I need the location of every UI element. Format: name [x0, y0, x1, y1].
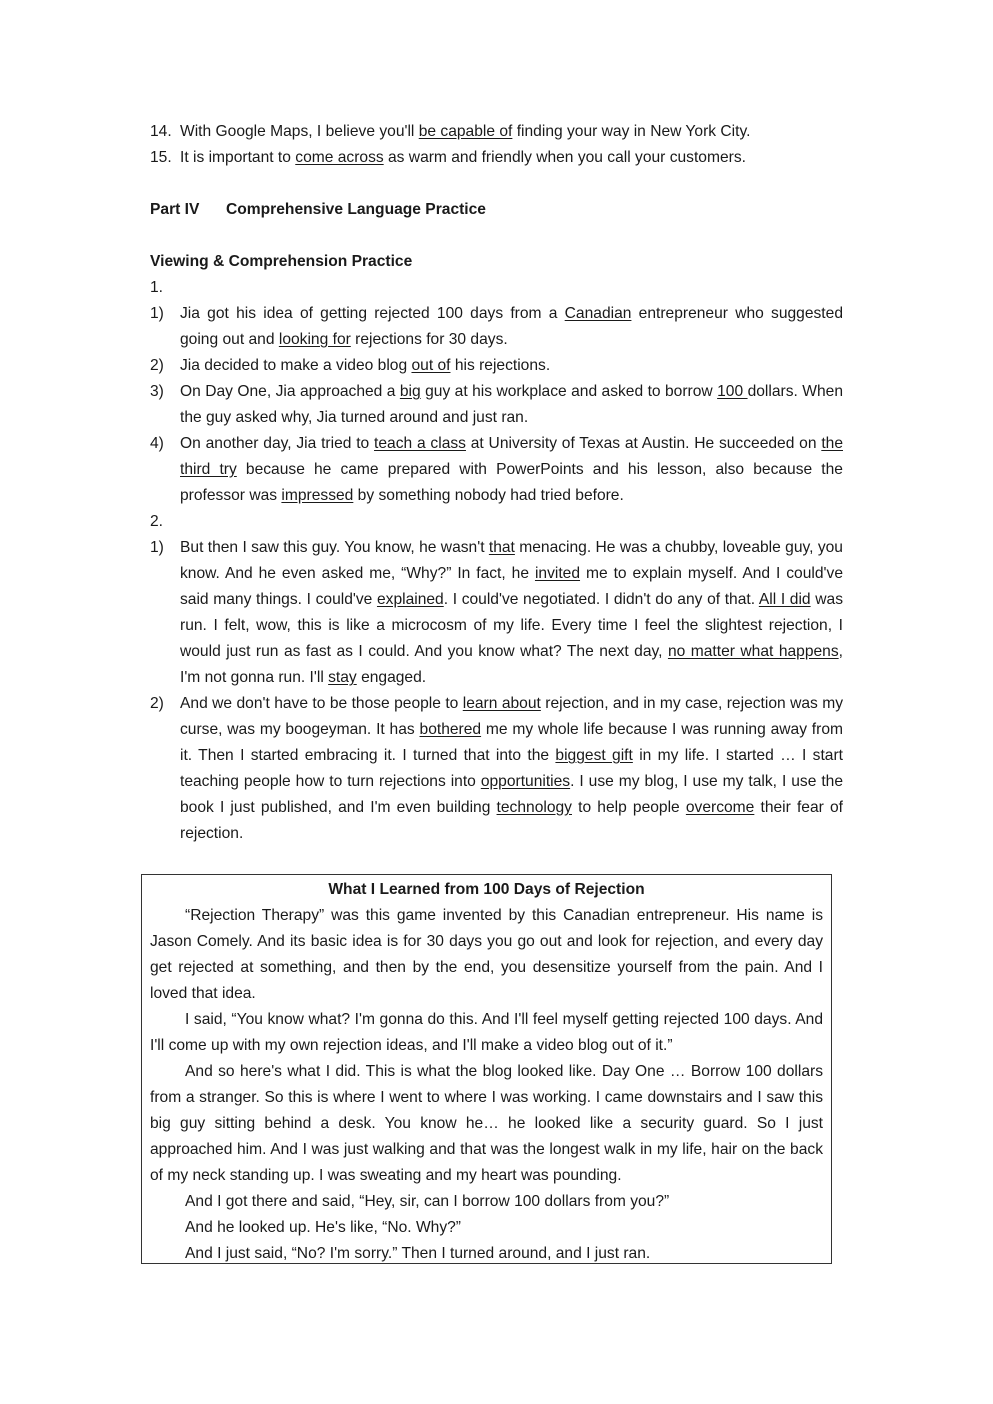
- item-number: 2): [150, 357, 164, 374]
- list-item: [150, 145, 843, 171]
- question-2-items: [150, 535, 843, 847]
- text-segment: finding your way in New York City.: [512, 123, 751, 140]
- transcript-paragraph: “Rejection Therapy” was this game invented by this Canadian entrepreneur. His name is Jason Comely. And its basic idea is for 30 days you go out and look for rejection, and every day get rejected at something, and then by the end, you desensitize yourself from the pain. And I loved that idea.: [150, 907, 823, 1002]
- answer-text: looking for: [278, 331, 351, 348]
- answer-text: out of: [411, 357, 451, 374]
- text-segment: entrepreneur who suggested going out and: [180, 305, 843, 348]
- answer-text: learn about: [462, 695, 541, 712]
- question-label: 2.: [150, 513, 164, 530]
- item-text: [180, 353, 843, 379]
- text-segment: On Day One, Jia approached a: [180, 383, 400, 400]
- text-segment: . I use my blog, I use my talk, I use the book I just published, and I'm even building: [180, 773, 843, 816]
- transcript-paragraph: And I got there and said, “Hey, sir, can I borrow 100 dollars from you?”: [185, 1193, 670, 1210]
- text-segment: engaged.: [356, 669, 427, 686]
- answer-text: impressed: [281, 487, 354, 504]
- text-segment: at University of Texas at Austin. He succeeded on: [465, 435, 822, 452]
- answer-text: big: [399, 383, 421, 400]
- text-segment: their fear of rejection.: [180, 799, 843, 842]
- list-item: [150, 353, 843, 379]
- part-heading: [150, 197, 843, 223]
- item-text: [180, 379, 843, 431]
- answer-text: teach a class: [374, 435, 466, 452]
- text-segment: , I'm not gonna run. I'll: [180, 643, 843, 686]
- answer-text: that: [488, 539, 515, 556]
- list-item: [150, 379, 843, 431]
- text-segment: was run. I felt, wow, this is like a microcosm of my life. Every time I feel the slightest rejection, I would just run as fast as I could. And you know what? The next day,: [180, 591, 843, 660]
- answer-text: stay: [328, 669, 357, 686]
- top-list: [150, 119, 843, 171]
- answer-text: technology: [496, 799, 572, 816]
- answer-text: bothered: [419, 721, 482, 738]
- answer-text: All I did: [758, 591, 811, 608]
- text-segment: in my life. I started … I start teaching people how to turn rejections into: [180, 747, 844, 790]
- item-text: [180, 535, 843, 691]
- item-number: 15.: [150, 149, 172, 166]
- text-segment: Jia decided to make a video blog: [180, 357, 412, 374]
- item-text: [180, 119, 843, 145]
- item-text: [180, 431, 843, 509]
- answer-text: biggest gift: [555, 747, 633, 764]
- item-text: [180, 145, 843, 171]
- item-number: 2): [150, 695, 164, 712]
- answer-text: overcome: [685, 799, 755, 816]
- answer-text: be capable of: [418, 123, 513, 140]
- list-item: [150, 431, 843, 509]
- question-label: 1.: [150, 279, 164, 296]
- item-number: 1): [150, 305, 164, 322]
- text-segment: On another day, Jia tried to: [180, 435, 375, 452]
- text-segment: With Google Maps, I believe you'll: [180, 123, 419, 140]
- text-segment: by something nobody had tried before.: [353, 487, 624, 504]
- item-number: 4): [150, 435, 164, 452]
- text-segment: his rejections.: [450, 357, 551, 374]
- transcript-paragraph: And I just said, “No? I'm sorry.” Then I turned around, and I just ran.: [185, 1245, 651, 1262]
- text-segment: because he came prepared with PowerPoints and his lesson, also because the professor was: [180, 461, 843, 504]
- item-number: 3): [150, 383, 164, 400]
- answer-text: Canadian: [564, 305, 632, 322]
- text-segment: Jia got his idea of getting rejected 100 days from a: [180, 305, 565, 322]
- part-title: Comprehensive Language Practice: [226, 201, 486, 218]
- item-text: [180, 301, 843, 353]
- transcript-paragraph: I said, “You know what? I'm gonna do this. And I'll feel myself getting rejected 100 days. And I'll come up with my own rejection ideas, and I'll make a video blog out of it.”: [150, 1011, 823, 1054]
- list-item: [150, 301, 843, 353]
- text-segment: me to explain myself. And I could've said many things. I could've: [180, 565, 843, 608]
- text-segment: as warm and friendly when you call your customers.: [383, 149, 746, 166]
- item-number: 14.: [150, 123, 172, 140]
- text-segment: dollars. When the guy asked why, Jia turned around and just ran.: [180, 383, 843, 426]
- transcript-paragraph: And so here's what I did. This is what the blog looked like. Day One … Borrow 100 dollars from a stranger. So this is where I went to where I was working. I came downstairs and I saw this big guy sitting behind a desk. You know he… he looked like a security guard. So I just approached him. And I was just walking and that was the longest walk in my life, hair on the back of my neck standing up. I was sweating and my heart was pounding.: [150, 1063, 823, 1184]
- text-segment: And we don't have to be those people to: [180, 695, 463, 712]
- section-title: Viewing & Comprehension Practice: [150, 253, 413, 270]
- answer-text: opportunities: [480, 773, 571, 790]
- text-segment: me my whole life because I was running away from it. Then I started embracing it. I turned that into the: [180, 721, 843, 764]
- text-segment: But then I saw this guy. You know, he wasn't: [180, 539, 489, 556]
- answer-text: come across: [295, 149, 384, 166]
- item-number: 1): [150, 539, 164, 556]
- answer-text: no matter what happens: [667, 643, 839, 660]
- text-segment: rejection, and in my case, rejection was my curse, was my boogeyman. It has: [180, 695, 843, 738]
- answer-text: the third try: [180, 435, 843, 478]
- text-segment: . I could've negotiated. I didn't do any of that.: [443, 591, 759, 608]
- text-segment: It is important to: [180, 149, 296, 166]
- text-segment: guy at his workplace and asked to borrow: [420, 383, 718, 400]
- answer-text: 100: [717, 383, 748, 400]
- transcript-title: What I Learned from 100 Days of Rejection: [328, 881, 645, 898]
- list-item: [150, 119, 843, 145]
- answer-text: explained: [376, 591, 444, 608]
- text-segment: menacing. He was a chubby, loveable guy, you know. And he even asked me, “Why?” In fact, he: [180, 539, 843, 582]
- transcript-box: [141, 874, 832, 1264]
- part-label: Part IV: [150, 201, 200, 218]
- document-page: [150, 119, 843, 847]
- item-text: [180, 691, 843, 847]
- question-1-items: [150, 301, 843, 509]
- text-segment: rejections for 30 days.: [350, 331, 508, 348]
- answer-text: invited: [534, 565, 581, 582]
- text-segment: to help people: [571, 799, 686, 816]
- transcript-paragraph: And he looked up. He's like, “No. Why?”: [185, 1219, 461, 1236]
- list-item: [150, 691, 843, 847]
- list-item: [150, 535, 843, 691]
